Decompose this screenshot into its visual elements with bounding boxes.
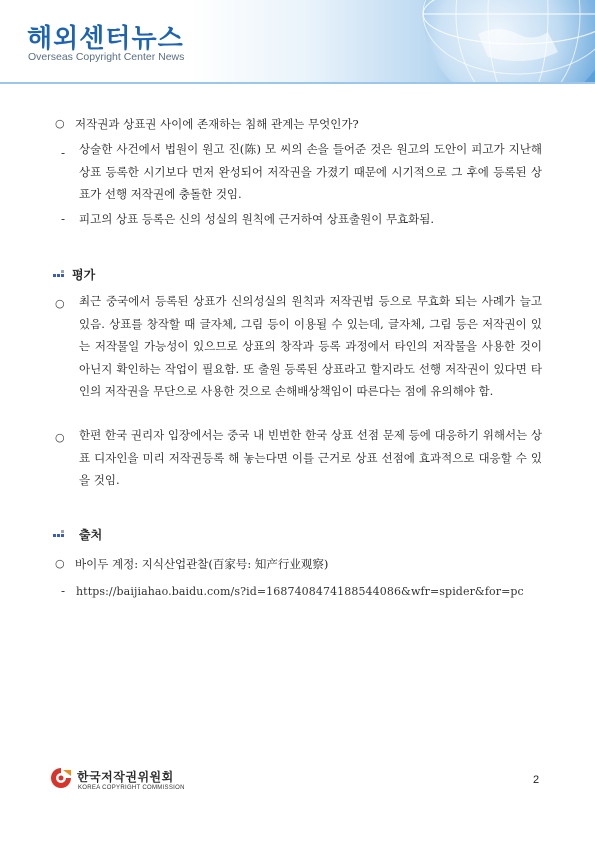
globe-icon xyxy=(418,0,595,84)
header-divider xyxy=(0,82,595,84)
footer-org-english: KOREA COPYRIGHT COMMISSION xyxy=(78,785,185,791)
dash-bullet: - xyxy=(61,146,66,160)
page-number: 2 xyxy=(533,774,540,786)
dash-bullet: - xyxy=(61,584,66,598)
section-title-evaluation: 평가 xyxy=(72,268,96,282)
answer-text-2: 피고의 상표 등록은 신의 성실의 원칙에 근거하여 상표출원이 무효화됨. xyxy=(79,212,435,226)
header-subtitle: Overseas Copyright Center News xyxy=(28,51,185,63)
evaluation-item-2: 한편 한국 권리자 입장에서는 중국 내 빈번한 한국 상표 선점 문제 등에 대응하기 위해서는 상표 디자인을 미리 저작권등록 해 놓는다면 이를 근거로 상표 선점에 효과적으로 대응할 수 있을 것임. xyxy=(79,428,542,487)
circle-bullet-icon: ○ xyxy=(55,431,65,444)
section-bullet-icon xyxy=(53,270,67,280)
answer-text-1: 상술한 사건에서 법원이 원고 진(陈) 모 씨의 손을 들어준 것은 원고의 도안이 피고가 지난해 상표 등록한 시기보다 먼저 완성되어 저작권을 가졌기 때문에 시기적으로 그 후에 등록된 상표가 선행 저작권에 충돌한 것임. xyxy=(79,142,542,201)
question-text: 저작권과 상표권 사이에 존재하는 침해 관계는 무엇인가? xyxy=(75,117,359,131)
circle-bullet-icon: ○ xyxy=(55,117,65,130)
circle-bullet-icon: ○ xyxy=(55,297,65,310)
footer-org-name: 한국저작권위원회 xyxy=(77,770,174,784)
header-title: 해외센터뉴스 xyxy=(27,24,184,54)
evaluation-item-1: 최근 중국에서 등록된 상표가 신의성실의 원칙과 저작권법 등으로 무효화 되는 사례가 늘고 있음. 상표를 창작할 때 글자체, 그림 등이 이용될 수 있는데, 글자체, 그림 등은 저작권이 있는 저작물일 가능성이 있으므로 상표의 창작과 등록 과정에서 타인의 저작물을 사용한 것이 아닌지 확인하는 작업이 필요함. 또 출원 등록된 상표라고 할지라도 선행 저작권이 있다면 타인의 저작권을 무단으로 사용한 것으로 손해배상책임이 따른다는 점에 유의해야 함. xyxy=(79,294,542,398)
dash-bullet: - xyxy=(61,212,66,226)
source-item: 바이두 계정: 지식산업관찰(百家号: 知产行业观察) xyxy=(75,557,329,571)
source-url-link[interactable]: https://baijiahao.baidu.com/s?id=1687408474188544086&wfr=spider&for=pc xyxy=(76,585,524,598)
commission-logo-icon xyxy=(50,767,72,789)
section-bullet-icon xyxy=(53,530,67,540)
circle-bullet-icon: ○ xyxy=(55,557,65,570)
section-title-source: 출처 xyxy=(79,528,103,542)
page-header xyxy=(0,0,595,84)
